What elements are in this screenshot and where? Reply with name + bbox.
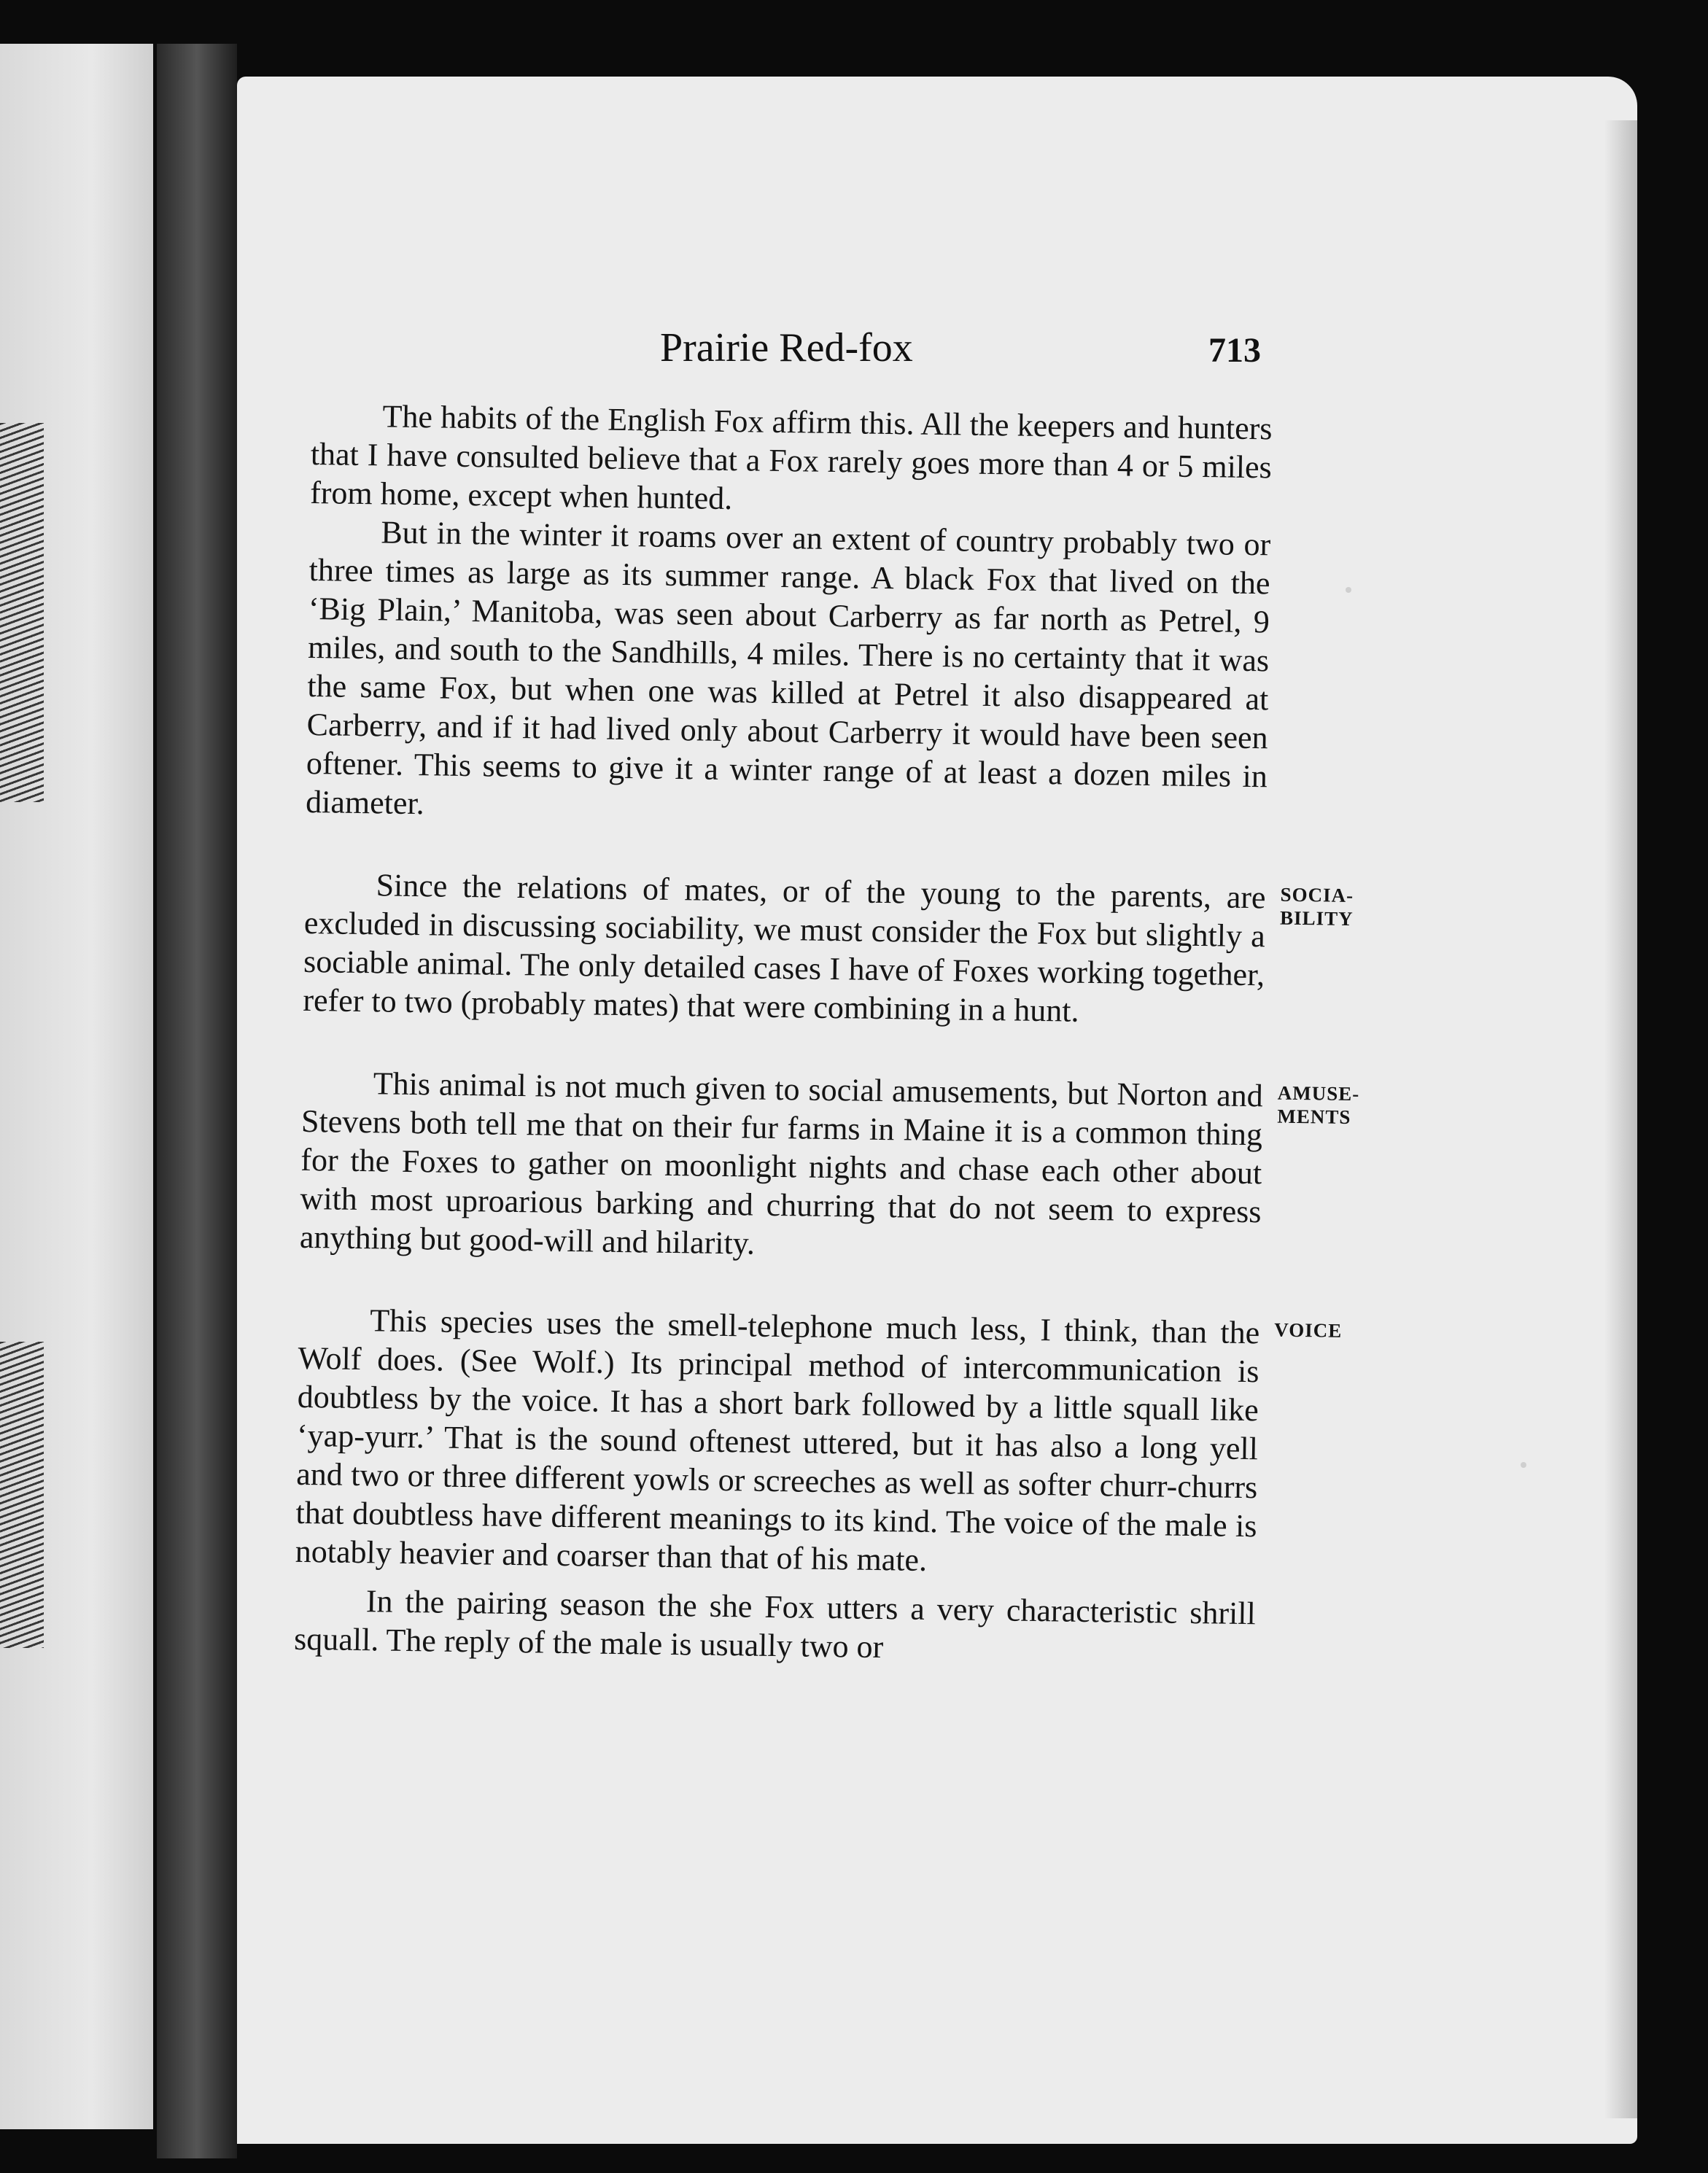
page-number: 713 xyxy=(1208,331,1261,370)
paragraph: This species uses the smell-telephone much less, I think, than the Wolf does. (See Wolf.) Its principal method of intercommunication is doubtless by the voice. It has a short bark followed by a little squall like ‘yap-yurr.’ That is the sound oftenest uttered, but it has also a long yell and two or three different yowls or screeches as well as softer churr-churrs that doubtless have different meanings to its kind. The voice of the male is notably heavier and coarser than that of his mate. xyxy=(295,1302,1260,1578)
section-range xyxy=(306,396,1273,834)
margin-note-amusements: AMUSE- MENTS xyxy=(1277,1081,1360,1128)
margin-note-sociability: SOCIA- BILITY xyxy=(1279,883,1354,930)
body-text xyxy=(293,396,1360,1671)
section-amusements xyxy=(299,1063,1360,1270)
paragraph: But in the winter it roams over an extent of country probably two or three times as large as its summer range. A black Fox that lived on the ‘Big Plain,’ Manitoba, was seen about Carberry as far north as Petrel, 9 miles, and south to the Sandhills, 4 miles. There is no certainty that it was the same Fox, but when one was killed at Petrel it also disappeared at Carberry, and if it had lived only about Carberry it would have been seen oftener. This seems to give it a winter range of at least a dozen miles in diameter. xyxy=(305,514,1271,822)
paragraph: This animal is not much given to social amusements, but Norton and Stevens both tell me that on their fur farms in Maine it is a common thing for the Foxes to gather on moonlight nights and chase each other about with most uproarious barking and churring that do not seem to express anything but good-will and hilarity. xyxy=(299,1065,1264,1262)
book-page xyxy=(237,77,1637,2144)
paragraph: Since the relations of mates, or of the young to the parents, are excluded in discussing sociability, we must consider the Fox but slightly a sociable animal. The only detailed cases I have of Foxes working together, refer to two (probably mates) that were combining in a hunt. xyxy=(303,867,1266,1029)
facing-page-illustration-fragment xyxy=(0,1342,44,1648)
paragraph: The habits of the English Fox affirm this. All the keepers and hunters that I have consulted believe that a Fox rarely goes more than 4 or 5 miles from home, except when hunted. xyxy=(309,398,1273,517)
facing-page-illustration-fragment xyxy=(0,423,44,802)
margin-note-voice: VOICE xyxy=(1274,1318,1343,1342)
running-title: Prairie Red-fox xyxy=(660,325,913,370)
book-gutter xyxy=(157,44,237,2158)
page-header xyxy=(237,324,1637,383)
paper-speck xyxy=(1346,587,1351,593)
section-sociability xyxy=(303,865,1354,1033)
facing-page-edge xyxy=(0,44,153,2129)
paper-speck xyxy=(1521,1462,1526,1468)
paragraph: In the pairing season the she Fox utters a very characteristic shrill squall. The reply of the male is usually two or xyxy=(293,1583,1257,1665)
section-voice xyxy=(293,1300,1343,1671)
